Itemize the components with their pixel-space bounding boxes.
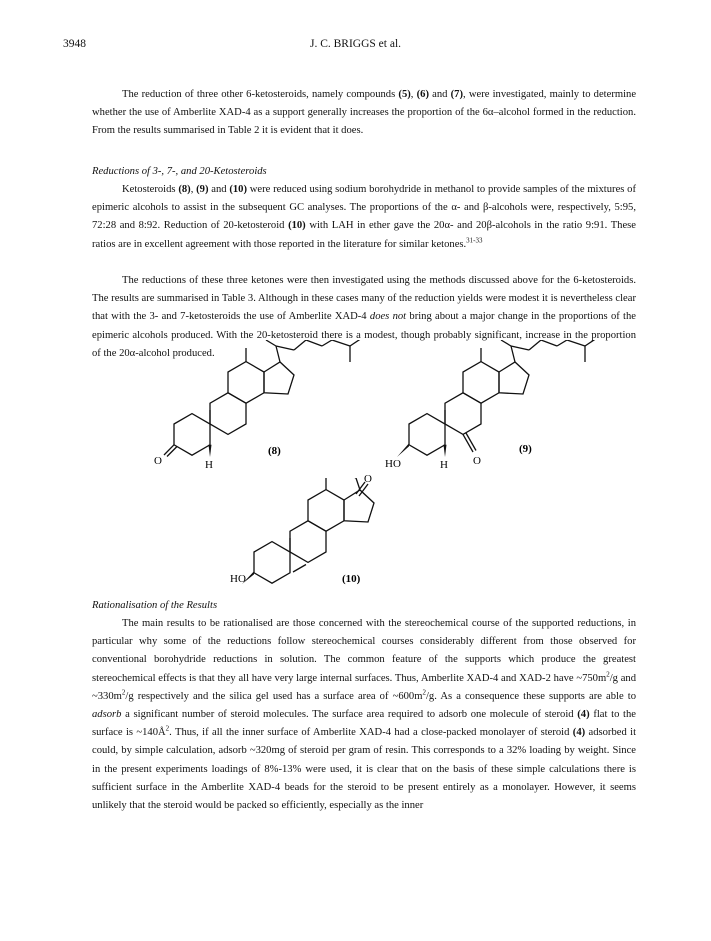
paragraph-rationalisation: The main results to be rationalised are those concerned with the stereochemical course of the supported reductions, in particular why some of the reductions follow stereochemical courses considerably different from those observed for conventional borohydride reductions in solution. The common feature of the supports which produce the greatest stereochemical effects is that they all have very large internal surfaces. Thus, Amberlite XAD-4 and XAD-2 have $\sim 750m^2/g$ and $\sim 330m^2/g$ respectively and the silica gel used has a surface area of $\sim 600m^2/g$. As a consequence these supports are able to adsorb a significant number of steroid molecules. The surface area required to adsorb one molecule of steroid (4) flat to the surface is $\sim 140Å^2$. Thus, if all the inner surface of Amberlite XAD-4 had a close-packed monolayer of steroid (4) adsorbed it could, by simple calculation, adsorb ~320mg of steroid per gram of resin. This corresponds to a 32% loading by weight. Since in the present experiments loadings of 8%-13% were used, it is clear that on the basis of these simple calculations there is sufficient surface in the Amberlite XAD-4 beads for the steroid to be present entirely as a monolayer. However, it seems unlikely that the steroid would be packed so efficiently, especially as the inner [92, 618, 637, 812]
svg-text:H: H [440, 459, 448, 471]
structure-10 [230, 478, 420, 588]
page-number: 3948 [63, 38, 86, 50]
svg-text:(9): (9) [519, 443, 532, 455]
svg-text:(8): (8) [268, 445, 281, 457]
structure-8 [150, 340, 380, 480]
svg-text:O: O [154, 455, 162, 467]
paragraph-ketosteroids: Ketosteroids (8), (9) and (10) were reduced using sodium borohydride in methanol to provide samples of the mixtures of epimeric alcohols to assist in the subsequent GC analyses. The proportions of the α- and β-alcohols were, respectively, 5:95, 72:28 and 8:92. Reduction of 20-ketosteroid (10) with LAH in ether gave the 20α- and 20β-alcohols in the ratio 9:91. These ratios are in excellent agreement with those reported in the literature for similar ketones.$^{31-33}$ [92, 184, 636, 250]
paragraph-three-ketones: The reductions of these three ketones were then investigated using the methods discussed above for the 6-ketosteroids. The results are summarised in Table 3. Although in these cases many of the reduction yields were modest it is nevertheless clear that with the 3- and 7-ketosteroids the use of Amberlite XAD-4 does not bring about a major change in the proportions of the epimeric alcohols produced. With the 20-ketosteroid there is a modest, though probably significant, increase in the proportion of the 20α-alcohol produced. [92, 275, 636, 359]
svg-text:(10): (10) [342, 573, 361, 585]
svg-text:O: O [473, 455, 481, 467]
section-heading-rationalisation: Rationalisation of the Results [92, 600, 218, 611]
paragraph-intro: The reduction of three other 6-ketosteroids, namely compounds (5), (6) and (7), were investigated, mainly to determine whether the use of Amberlite XAD-4 as a support generally increases the proportion of the 6α–alcohol formed in the reduction. From the results summarised in Table 2 it is evident that it does. [92, 89, 637, 137]
structure-10-carbonyl [340, 470, 380, 510]
running-title: J. C. BRIGGS et al. [309, 38, 402, 50]
svg-text:HO: HO [230, 573, 246, 585]
structure-9 [385, 340, 625, 480]
svg-text:HO: HO [385, 458, 401, 470]
svg-text:H: H [205, 459, 213, 471]
svg-text:O: O [364, 473, 372, 485]
section-heading-reductions: Reductions of 3-, 7-, and 20-Ketosteroids [92, 166, 267, 177]
